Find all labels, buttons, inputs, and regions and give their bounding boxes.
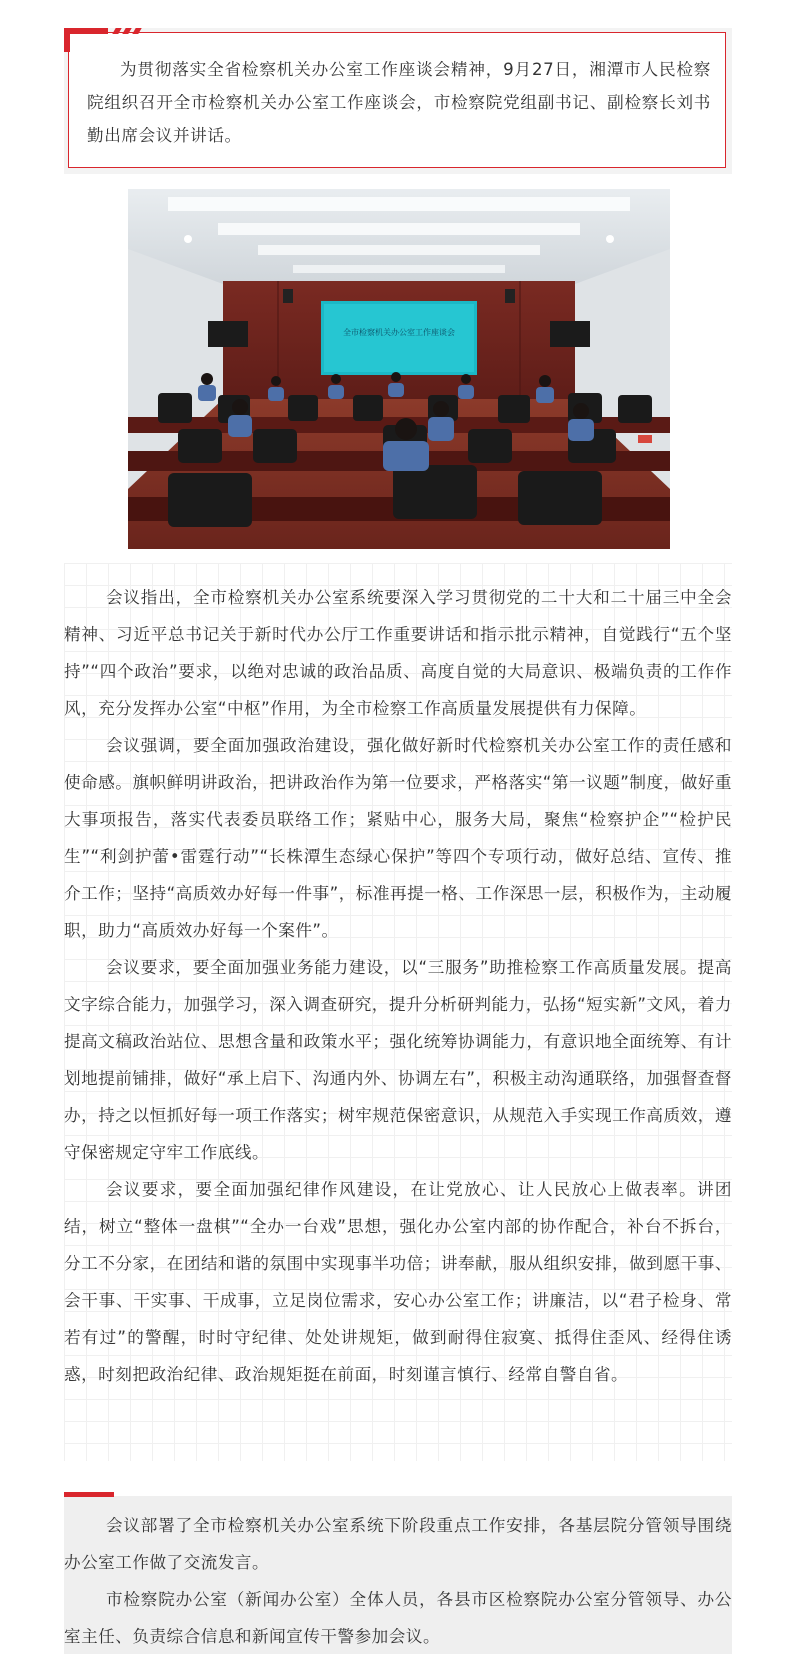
closing-accent-bar — [64, 1492, 114, 1497]
meeting-photo — [128, 189, 670, 549]
closing-panel — [64, 1496, 732, 1654]
closing-text — [64, 1507, 732, 1655]
intro-paragraph: 为贯彻落实全省检察机关办公室工作座谈会精神，9月27日，湘潭市人民检察院组织召开全市检察机关办公室工作座谈会，市检察院党组副书记、副检察长刘书勤出席会议并讲话。 — [87, 60, 711, 145]
body-paragraph: 会议要求，要全面加强纪律作风建设，在让党放心、让人民放心上做表率。讲团结，树立“整体一盘棋”“全办一台戏”思想，强化办公室内部的协作配合，补台不拆台，分工不分家，在团结和谐的氛围中实现事半功倍；讲奉献，服从组织安排，做到愿干事、会干事、干实事、干成事，立足岗位需求，安心办公室工作；讲廉洁，以“君子检身、常若有过”的警醒，时时守纪律、处处讲规矩，做到耐得住寂寞、抵得住歪风、经得住诱惑，时刻把政治纪律、政治规矩挺在前面，时刻谨言慎行、经常自警自省。 — [64, 1180, 732, 1384]
closing-paragraph: 会议部署了全市检察机关办公室系统下阶段重点工作安排，各基层院分管领导围绕办公室工作做了交流发言。 — [64, 1516, 732, 1572]
body-paragraph: 会议要求，要全面加强业务能力建设，以“三服务”助推检察工作高质量发展。提高文字综合能力，加强学习，深入调查研究，提升分析研判能力，弘扬“短实新”文风，着力提高文稿政治站位、思想含量和政策水平；强化统筹协调能力，有意识地全面统筹、有计划地提前铺排，做好“承上启下、沟通内外、协调左右”，积极主动沟通联络，加强督查督办，持之以恒抓好每一项工作落实；树牢规范保密意识，从规范入手实现工作高质效，遵守保密规定守牢工作底线。 — [64, 958, 732, 1162]
closing-paragraph: 市检察院办公室（新闻办公室）全体人员，各县市区检察院办公室分管领导、办公室主任、负责综合信息和新闻宣传干警参加会议。 — [64, 1590, 732, 1646]
intro-frame — [68, 32, 726, 168]
body-paragraph: 会议强调，要全面加强政治建设，强化做好新时代检察机关办公室工作的责任感和使命感。旗帜鲜明讲政治，把讲政治作为第一位要求，严格落实“第一议题”制度，做好重大事项报告，落实代表委员联络工作；紧贴中心，服务大局，聚焦“检察护企”“检护民生”“利剑护蕾•雷霆行动”“长株潭生态绿心保护”等四个专项行动，做好总结、宣传、推介工作；坚持“高质效办好每一件事”，标准再提一格、工作深思一层，积极作为，主动履职，助力“高质效办好每一个案件”。 — [64, 736, 732, 940]
screen-caption: 全市检察机关办公室工作座谈会 — [343, 328, 455, 337]
article-body — [64, 563, 732, 1461]
body-paragraph: 会议指出，全市检察机关办公室系统要深入学习贯彻党的二十大和二十届三中全会精神、习近平总书记关于新时代办公厅工作重要讲话和指示批示精神，自觉践行“五个坚持”“四个政治”要求，以绝对忠诚的政治品质、高度自觉的大局意识、极端负责的工作作风，充分发挥办公室“中枢”作用，为全市检察工作高质量发展提供有力保障。 — [64, 588, 732, 718]
intro-panel — [64, 28, 732, 174]
article-text — [64, 579, 732, 1393]
intro-corner-horizontal — [64, 28, 108, 34]
